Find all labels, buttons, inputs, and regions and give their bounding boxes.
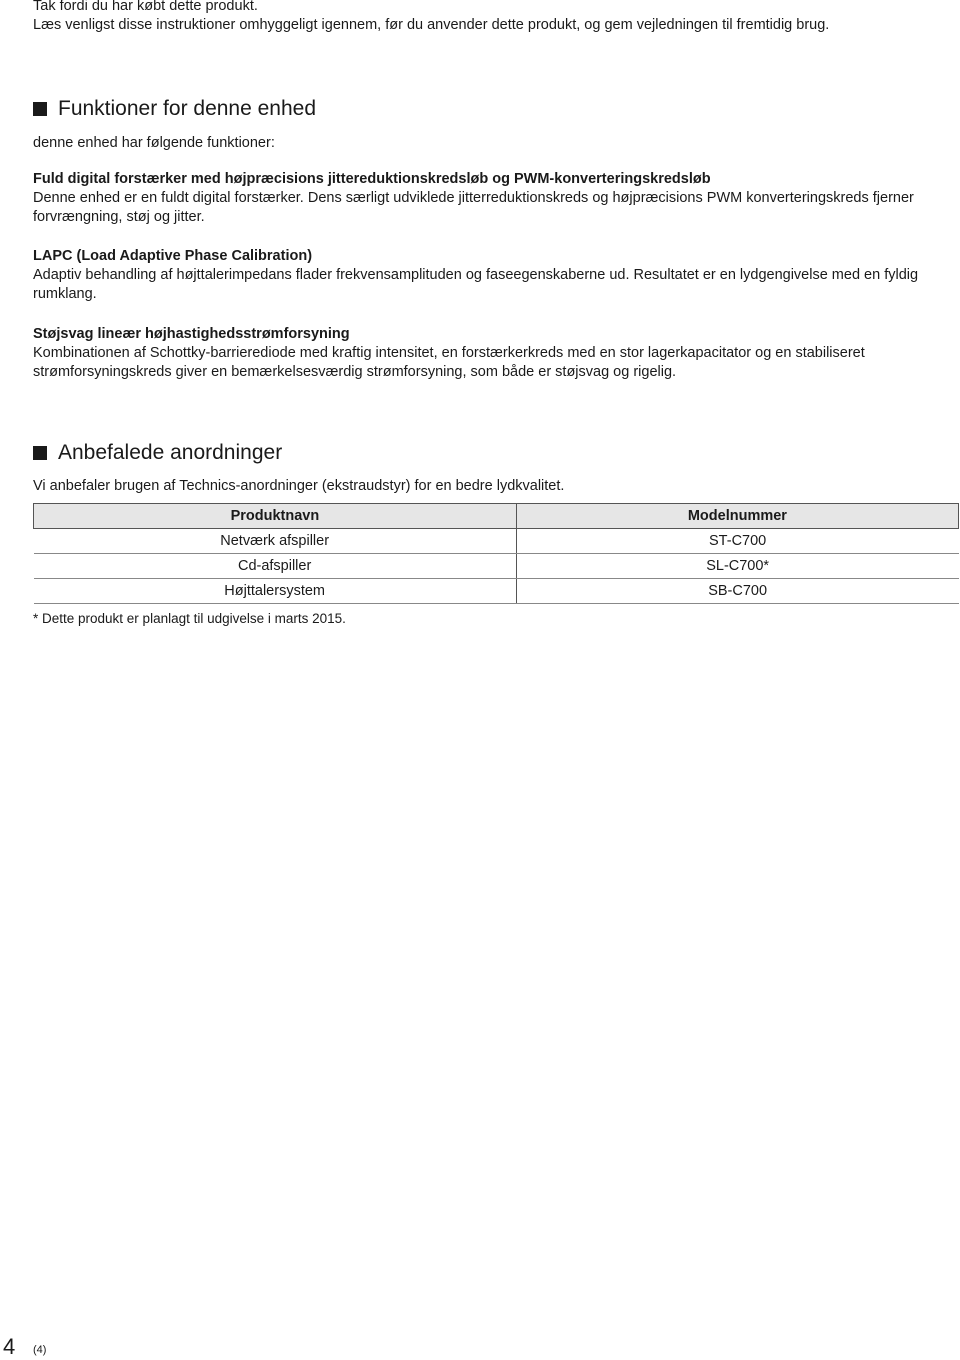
column-header-product: Produktnavn — [34, 504, 517, 529]
feature-body: Adaptiv behandling af højttalerimpedans flader frekvensamplituden og faseegenskaberne ud. Resultatet er en lydgengivelse med en fyldig rumklang. — [33, 267, 919, 302]
devices-heading-text: Anbefalede anordninger — [58, 441, 283, 464]
footnote: * Dette produkt er planlagt til udgivelse i marts 2015. — [33, 611, 346, 626]
product-cell: Højttalersystem — [34, 579, 517, 604]
square-bullet-icon — [33, 446, 47, 460]
feature-title: LAPC (Load Adaptive Phase Calibration) — [33, 248, 313, 264]
intro-line-1: Tak fordi du har købt dette produkt. — [33, 0, 258, 14]
product-cell: Netværk afspiller — [34, 529, 517, 554]
features-heading-text: Funktioner for denne enhed — [58, 97, 317, 120]
column-header-model: Modelnummer — [516, 504, 958, 529]
table-row — [34, 554, 959, 579]
feature-item-1 — [33, 170, 928, 227]
features-heading — [33, 97, 316, 121]
features-lead-text: denne enhed har følgende funktioner: — [33, 135, 275, 151]
intro-text — [33, 0, 829, 35]
feature-title: Støjsvag lineær højhastighedsstrømforsyning — [33, 326, 350, 342]
page-number: 4 — [3, 1334, 16, 1359]
model-cell: SB-C700 — [516, 579, 958, 604]
feature-body: Kombinationen af Schottky-barrierediode med kraftig intensitet, en forstærkerkreds med en stor lagerkapacitator og en stabiliseret strømforsyningskreds giver en bemærkelsesværdig strømforsyning, som både er støjsvag og rigelig. — [33, 345, 865, 380]
features-lead — [33, 134, 928, 153]
feature-item-3 — [33, 325, 928, 382]
devices-lead — [33, 477, 928, 496]
devices-lead-text: Vi anbefaler brugen af Technics-anordninger (ekstraudstyr) for en bedre lydkvalitet. — [33, 478, 565, 494]
intro-line-2: Læs venligst disse instruktioner omhyggeligt igennem, før du anvender dette produkt, og gem vejledningen til fremtidig brug. — [33, 17, 830, 33]
devices-table — [33, 503, 959, 604]
feature-body: Denne enhed er en fuldt digital forstærker. Dens særligt udviklede jitterreduktionskreds og højpræcisions PWM konverteringskreds fjerner forvrængning, støj og jitter. — [33, 190, 914, 225]
model-cell: ST-C700 — [516, 529, 958, 554]
table-row — [34, 529, 959, 554]
product-cell: Cd-afspiller — [34, 554, 517, 579]
table-row — [34, 579, 959, 604]
page-number-sub: (4) — [33, 1344, 47, 1356]
feature-item-2 — [33, 247, 928, 304]
feature-title: Fuld digital forstærker med højpræcisions jittereduktionskredsløb og PWM-konverteringskredsløb — [33, 171, 711, 187]
devices-heading — [33, 441, 282, 465]
square-bullet-icon — [33, 102, 47, 116]
model-cell: SL-C700* — [516, 554, 958, 579]
table-header-row — [34, 504, 959, 529]
